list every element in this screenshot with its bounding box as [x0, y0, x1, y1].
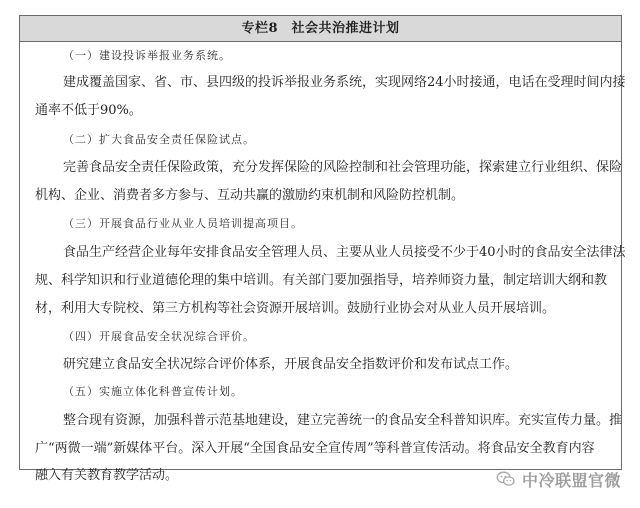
section-heading: （五）实施立体化科普宣传计划。	[63, 385, 243, 398]
body-line: 材，利用大专院校、第三方机构等社会资源开展培训。鼓励行业协会对从业人员开展培训。	[35, 301, 556, 316]
body-line: 食品生产经营企业每年安排食品安全管理人员、主要从业人员接受不少于40小时的食品安全法律法	[63, 245, 626, 260]
body-line: 通率不低于90%。	[35, 103, 142, 118]
body-line: 规、科学知识和行业道德伦理的集中培训。有关部门要加强指导，培养师资力量，制定培训大纲和教	[35, 273, 608, 288]
body-line: 广“两微一端”新媒体平台。深入开展“全国食品安全宣传周”等科普宣传活动。将食品安全教育内容	[35, 441, 595, 456]
watermark	[496, 468, 621, 490]
body-line: 建成覆盖国家、省、市、县四级的投诉举报业务系统，实现网络24小时接通，电话在受理时间内接	[63, 75, 626, 90]
body-line: 融入有关教育教学活动。	[35, 468, 179, 483]
panel-title: 专栏8 社会共治推进计划	[20, 16, 621, 42]
body-line: 研究建立食品安全状况综合评价体系，开展食品安全指数评价和发布试点工作。	[63, 357, 519, 372]
body-line: 完善食品安全责任保险政策，充分发挥保险的风险控制和社会管理功能，探索建立行业组织、保险	[63, 160, 623, 175]
section-heading: （三）开展食品行业从业人员培训提高项目。	[63, 217, 303, 230]
wechat-icon	[496, 471, 516, 487]
body-line: 整合现有资源，加强科普示范基地建设，建立完善统一的食品安全科普知识库。充实宣传力量。推	[63, 413, 623, 428]
section-heading: （四）开展食品安全状况综合评价。	[63, 330, 255, 343]
body-line: 机构、企业、消费者多方参与、互动共赢的激励约束机制和风险防控机制。	[35, 188, 465, 203]
section-heading: （一）建设投诉举报业务系统。	[63, 49, 231, 62]
watermark-text: 中冷联盟官微	[522, 470, 622, 490]
section-heading: （二）扩大食品安全责任保险试点。	[63, 133, 255, 146]
